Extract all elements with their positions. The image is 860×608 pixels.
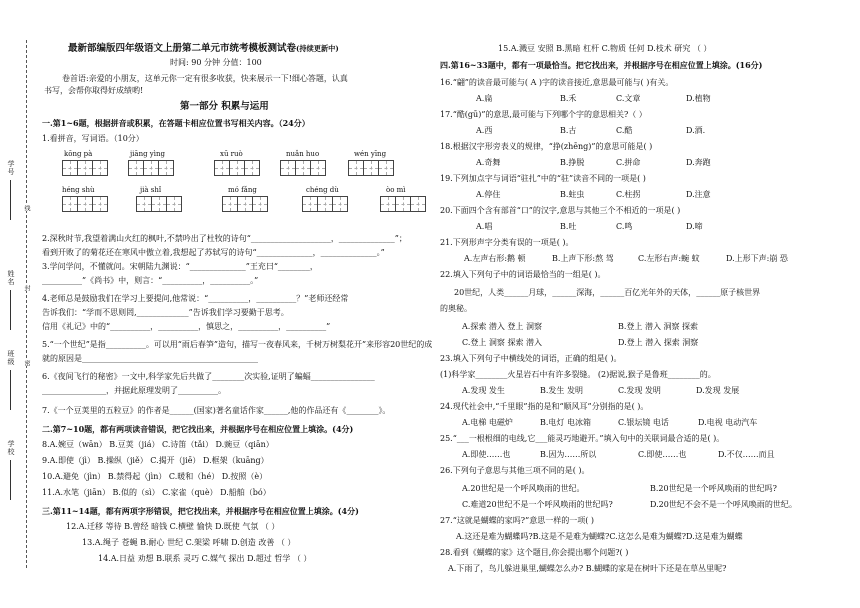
- cut-mark-xian: 线: [23, 205, 30, 211]
- answer-grid-7[interactable]: [136, 196, 181, 212]
- q19-opt-b[interactable]: B.蛀虫: [560, 190, 585, 199]
- q20-opt-b[interactable]: B.吐: [560, 222, 577, 231]
- intro-line-2: 书写，会帮你取得好成绩哟!: [44, 86, 144, 95]
- q14[interactable]: 14.A.日益 劝想 B.联系 灵巧 C.媒气 探出 D.超过 哲学 （ ）: [98, 554, 312, 563]
- q27-options[interactable]: A.这还是难为蝴蝶吗?B.这是不是难为蝴蝶?C.这怎么是难为蝴蝶?D.这是难为蝴蝶: [456, 532, 743, 541]
- cut-mark-mi: 密: [23, 360, 30, 366]
- name-label: 姓名: [7, 270, 15, 286]
- answer-grid-6[interactable]: [62, 196, 107, 212]
- q6-line-a: 6.《夜间飞行的秘密》一文中,科学家先后共做了________次实验,证明了蝙蝠________________: [42, 372, 375, 381]
- q20-opt-c[interactable]: C.鸣: [616, 222, 633, 231]
- pinyin-7: jià shǐ: [140, 186, 162, 194]
- school-label: 学校: [7, 440, 15, 456]
- q6-line-b: ________________，并据此原理发明了__________。: [42, 386, 226, 395]
- q4-line-b: 告诉我们：“学而不思则罔,_____________”告诉我们学习要勤于思考。: [42, 308, 289, 317]
- q23-opt-a[interactable]: A.发现 发生: [462, 386, 505, 395]
- q23-opt-b[interactable]: B.发生 发明: [540, 386, 583, 395]
- intro-line-1: 卷首语:亲爱的小朋友，这单元你一定有很多收获，快来展示一下!细心答题，认真: [62, 74, 348, 83]
- q7-line: 7.《一个豆荚里的五粒豆》的作者是______(国家)著名童话作家______,他的作品还有《________》。: [42, 406, 391, 415]
- q18: 18.根据汉字形旁表义的规律，“挣(zhēng)”的意思可能是( ): [440, 142, 653, 151]
- q27: 27.“这就是蝴蝶的家吗?”意思一样的一项( ): [440, 516, 594, 525]
- q26-opt-c[interactable]: C.难道20世纪不是一个呼风唤雨的世纪吗?: [462, 500, 613, 509]
- pinyin-6: héng shù: [62, 186, 95, 194]
- pinyin-10: òo mì: [386, 186, 406, 194]
- answer-grid-5[interactable]: [348, 160, 393, 176]
- q13[interactable]: 13.A.绳子 苍蝇 B.耐心 世纪 C.架梁 呼啸 D.创造 改善 （ ）: [82, 538, 296, 547]
- q25: 25.“___一根根细的电线,它___能灵巧地避开。”填入句中的关联词最合适的是( )。: [440, 434, 725, 443]
- q22-opt-a[interactable]: A.探索 潜入 登上 洞察: [462, 322, 542, 331]
- answer-grid-2[interactable]: [128, 160, 173, 176]
- q26-opt-b[interactable]: B.20世纪是一个呼风唤雨的世纪吗?: [650, 484, 777, 493]
- q2-line-b: 看到开败了的菊花还在寒风中傲立着,我想起了苏轼写的诗句“______________，______________。”: [42, 248, 385, 257]
- q5-line-a: 5.“一个世纪”是指__________。可以用“雨后春笋”造句，描写一夜春风来，千树万树梨花开”来形容20世纪的成: [42, 340, 433, 349]
- q4-section-head: 四.第16~33题中，都有一项最恰当。把它找出来，并根据序号在相应位置上填涂。(16分): [440, 60, 763, 70]
- q21-opt-c[interactable]: C.左形右声:蜿 蚊: [638, 254, 700, 263]
- q20: 20.下面四个含有部首“口”的汉字,意思与其他三个不相近的一项是( ): [440, 206, 681, 215]
- pinyin-2: jiāng yìng: [130, 150, 165, 158]
- q17-opt-a[interactable]: A.西: [476, 126, 493, 135]
- q3-line-a: 3.学问学问，不懂就问。宋朝陆九渊说：“______________”王充曰“________，: [42, 262, 318, 271]
- q25-opt-a[interactable]: A.即使……也: [462, 450, 511, 459]
- q28: 28.看到《蝴蝶的家》这个题目,你会提出哪个问题?( ): [440, 548, 629, 557]
- answer-grid-8[interactable]: [222, 196, 267, 212]
- q18-opt-a[interactable]: A.奇舞: [476, 158, 501, 167]
- q22-sentence-a: 20世纪，人类______月球，______深海，______百亿光年外的天体，______原子核世界: [454, 288, 761, 297]
- q12[interactable]: 12.A.迁移 等待 B.曾经 暗钱 C.横壁 愉快 D.既使 气氛 （ ）: [66, 522, 280, 531]
- q22: 22.填入下列句子中的词语最恰当的一组是( )。: [440, 270, 606, 279]
- q24: 24.现代社会中,“千里眼”指的是和“顺风耳”分别指的是( )。: [440, 402, 649, 411]
- student-id-line[interactable]: [10, 180, 11, 220]
- q26-opt-d[interactable]: D.20世纪不会不是一个呼风唤雨的世纪。: [650, 500, 797, 509]
- q10[interactable]: 10.A.避免（jìn） B.禁得起（jìn） C.暖和（hé） D.按照（è）: [42, 472, 268, 481]
- q16-opt-d[interactable]: D.植物: [686, 94, 711, 103]
- q21-opt-b[interactable]: B.上声下形:熬 驾: [552, 254, 614, 263]
- pinyin-9: chéng dù: [306, 186, 339, 194]
- q26-opt-a[interactable]: A.20世纪是一个呼风唤雨的世纪。: [462, 484, 585, 493]
- q19-opt-c[interactable]: C.柱拐: [616, 190, 641, 199]
- q22-opt-d[interactable]: D.登上 潜入 探索 洞察: [618, 338, 699, 347]
- q18-opt-c[interactable]: C.拼命: [616, 158, 641, 167]
- q15[interactable]: 15.A.溅豆 安照 B.黑暗 杠杆 C.物质 任何 D.枝术 研究 （ ）: [498, 44, 712, 53]
- q19: 19.下列加点字与词语“驻扎”中的“驻”读音不同的一项是( ): [440, 174, 646, 183]
- q23: 23.填入下列句子中横线处的词语，正确的组是( )。: [440, 354, 622, 363]
- q21-opt-a[interactable]: A.左声右形:鹅 顿: [464, 254, 526, 263]
- q17-opt-c[interactable]: C.酷: [616, 126, 633, 135]
- q3-line-b: __________”《尚书》中，则言：“__________，__________。”: [42, 276, 259, 285]
- q16-opt-b[interactable]: B.禾: [560, 94, 577, 103]
- student-id-label: 学号: [7, 160, 15, 176]
- name-line[interactable]: [10, 290, 11, 330]
- q5-line-b: 就的原因是____________________________________________: [42, 354, 258, 363]
- binding-margin: [0, 0, 40, 608]
- pinyin-5: wén yīng: [354, 150, 387, 158]
- part1-title: 第一部分 积累与运用: [180, 101, 269, 112]
- q24-opt-a[interactable]: A.电梯 电磁炉: [462, 418, 513, 427]
- answer-grid-10[interactable]: [380, 196, 425, 212]
- pinyin-1: kōng pà: [64, 150, 93, 158]
- q4-line-c: 信用《礼记》中的“__________，__________，慎思之，__________，__________”: [42, 322, 331, 331]
- q1-section-head: 一.第1~6题，根据拼音或积累，在答题卡相应位置书写相关内容。（24分）: [42, 118, 310, 128]
- q20-opt-d[interactable]: D.啼: [686, 222, 703, 231]
- answer-grid-3[interactable]: [214, 160, 259, 176]
- answer-grid-9[interactable]: [302, 196, 347, 212]
- school-line[interactable]: [10, 460, 11, 500]
- q22-sentence-b: 的奥秘。: [440, 304, 472, 313]
- q21-opt-d[interactable]: D.上形下声:崩 恐: [726, 254, 788, 263]
- q19-opt-d[interactable]: D.注意: [686, 190, 711, 199]
- q8[interactable]: 8.A.婉豆（wān） B.豆荚（jiá） C.诗笛（tǎi） D.豌豆（qiān）: [42, 440, 274, 449]
- q11[interactable]: 11.A.水笔（jiān） B.似的（sì） C.家雀（què） D.船舶（bó）: [42, 488, 271, 497]
- cut-line: [26, 40, 27, 568]
- q9[interactable]: 9.A.即使（jì） B.操纵（jiě） C.揭开（jiē） D.框架（kuāng）: [42, 456, 269, 465]
- q1-sub: 1.看拼音，写词语。（10分）: [42, 134, 144, 143]
- q25-opt-b[interactable]: B.因为……所以: [540, 450, 597, 459]
- q23-sentences: (1)科学家________火星岩石中有许多裂缝。 (2)据说,猴子是鲁班________的。: [440, 370, 716, 379]
- q16-opt-a[interactable]: A.扁: [476, 94, 493, 103]
- q16-opt-c[interactable]: C.文章: [616, 94, 641, 103]
- q16: 16.“翩”的读音最可能与( A )字的读音接近,意思最可能与( )有关。: [440, 78, 674, 87]
- answer-grid-4[interactable]: [280, 160, 325, 176]
- class-line[interactable]: [10, 370, 11, 410]
- q20-opt-a[interactable]: A.唱: [476, 222, 493, 231]
- q23-opt-c[interactable]: C.发现 发明: [618, 386, 661, 395]
- q24-opt-c[interactable]: C.银坛镜 电话: [618, 418, 669, 427]
- q2-section-head: 二.第7~10题，都有两项读音错误，把它找出来，并根据序号在相应位置上填涂。(4分): [42, 424, 354, 434]
- q17: 17.“酷(gū)”的意思,最可能与下列哪个字的意思相关?（ ）: [440, 110, 647, 119]
- q24-opt-d[interactable]: D.电视 电动汽车: [698, 418, 758, 427]
- q17-opt-d[interactable]: D.酒.: [686, 126, 706, 135]
- q22-opt-c[interactable]: C.登上 洞察 探索 潜入: [462, 338, 543, 347]
- q18-opt-b[interactable]: B.挣脱: [560, 158, 585, 167]
- q24-opt-b[interactable]: B.电灯 电冰箱: [540, 418, 591, 427]
- q2-line-a: 2.深秋时节,我望着满山火红的枫叶,不禁吟出了杜牧的诗句“____________________，______________”；: [42, 234, 407, 243]
- pinyin-8: mó fǎng: [228, 186, 257, 194]
- q26: 26.下列句子意思与其他三项不同的是( )。: [440, 466, 590, 475]
- q4-line-a: 4.老师总是鼓励我们在学习上要提问,他常说：“__________，__________？”老师还经常: [42, 294, 349, 303]
- q18-opt-d[interactable]: D.奔跑: [686, 158, 711, 167]
- q25-opt-d[interactable]: D.不仅……而且: [718, 450, 775, 459]
- cut-mark-feng: 封: [23, 285, 30, 291]
- q3-section-head: 三.第11~14题，都有两项字形错误，把它找出来，并根据序号在相应位置上填涂。(4分): [42, 506, 359, 516]
- exam-title: 最新部编版四年级语文上册第二单元市统考模板测试卷(持续更新中): [68, 43, 339, 54]
- exam-meta: 时间: 90 分钟 分值：100: [170, 58, 262, 67]
- q22-opt-b[interactable]: B.登上 潜入 洞察 探索: [618, 322, 699, 331]
- q19-opt-a[interactable]: A.停住: [476, 190, 501, 199]
- class-label: 班级: [7, 350, 15, 366]
- q23-opt-d[interactable]: D.发现 发展: [696, 386, 740, 395]
- q17-opt-b[interactable]: B.古: [560, 126, 577, 135]
- answer-grid-1[interactable]: [62, 160, 107, 176]
- q21: 21.下列形声字分类有误的一项是( )。: [440, 238, 574, 247]
- pinyin-3: xū ruò: [220, 150, 243, 158]
- pinyin-4: nuǎn huo: [286, 150, 320, 158]
- q28-options[interactable]: A.下雨了，鸟儿躲进巢里,蝴蝶怎么办? B.蝴蝶的家是在树叶下还是在草丛里呢?: [448, 564, 727, 573]
- q25-opt-c[interactable]: C.即使……也: [638, 450, 687, 459]
